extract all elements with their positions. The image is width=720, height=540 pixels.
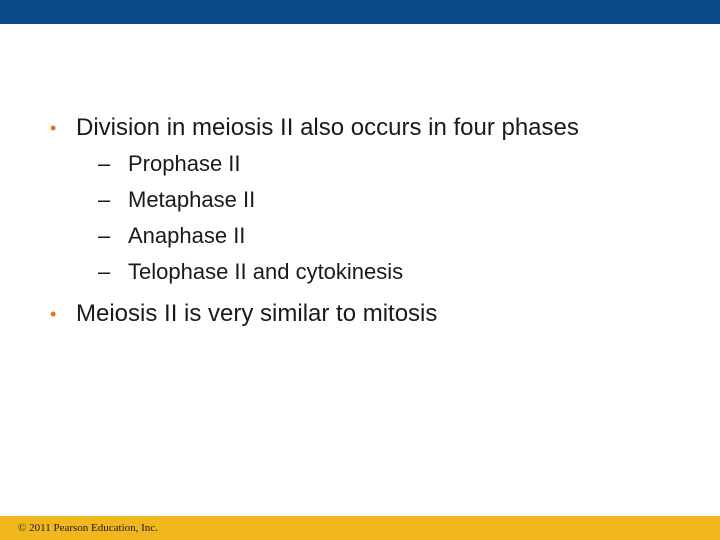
dash-icon: – (98, 259, 111, 284)
bullet-text: Division in meiosis II also occurs in four phases (76, 114, 579, 141)
bullet-item (50, 110, 690, 146)
sub-bullet-text: Anaphase II (128, 223, 246, 248)
sub-bullet-text: Metaphase II (128, 187, 256, 212)
sub-bullet-item (50, 218, 690, 254)
sub-bullet-item (50, 182, 690, 218)
sub-bullet-text: Prophase II (128, 151, 241, 176)
top-banner (0, 0, 720, 24)
bullet-icon: • (50, 304, 57, 324)
copyright-notice: © 2011 Pearson Education, Inc. (18, 522, 158, 534)
sub-bullet-item (50, 254, 690, 290)
slide-content (50, 110, 690, 332)
bullet-text: Meiosis II is very similar to mitosis (76, 300, 438, 327)
bullet-item (50, 296, 690, 332)
dash-icon: – (98, 151, 111, 176)
sub-bullet-item (50, 146, 690, 182)
dash-icon: – (98, 187, 111, 212)
dash-icon: – (98, 223, 111, 248)
sub-bullet-list (50, 146, 690, 290)
bullet-icon: • (50, 118, 57, 138)
bottom-banner (0, 516, 720, 540)
sub-bullet-text: Telophase II and cytokinesis (128, 259, 404, 284)
